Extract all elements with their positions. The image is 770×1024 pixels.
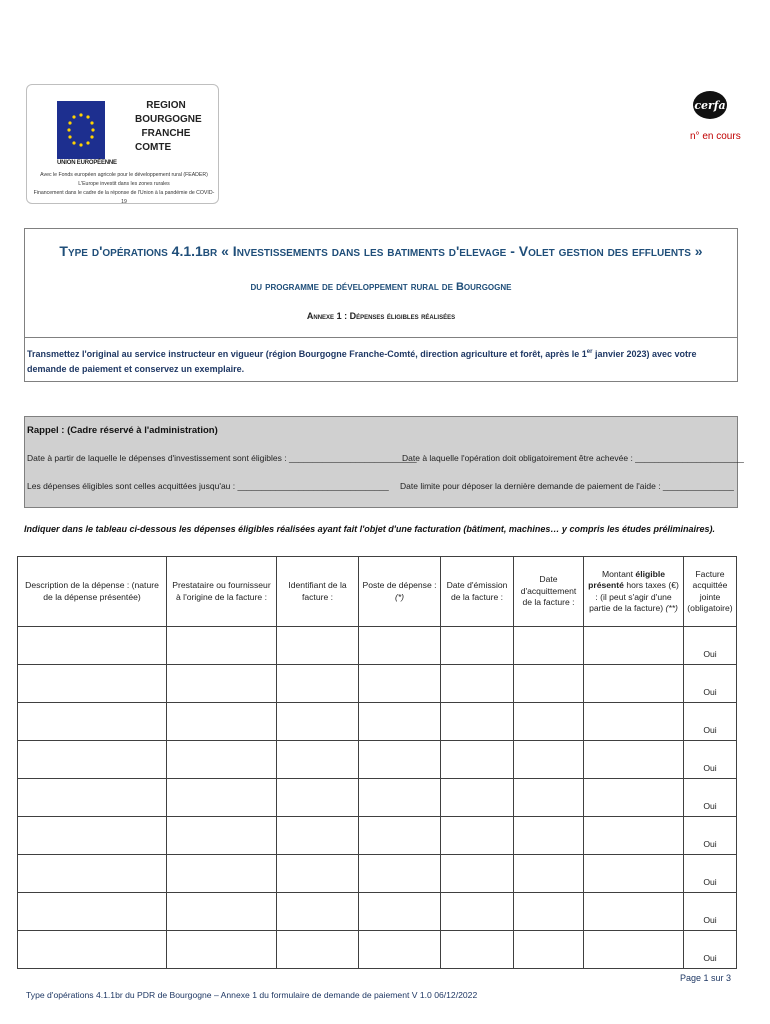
header-payment-date: Date d'acquittement de la facture :	[514, 557, 584, 627]
header-supplier: Prestataire ou fournisseur à l'origine de la facture :	[167, 557, 277, 627]
page-number: Page 1 sur 3	[680, 973, 732, 983]
invoice-attached-cell: Oui	[684, 893, 737, 931]
invoice-attached-cell: Oui	[684, 779, 737, 817]
expenses-table	[17, 556, 737, 969]
eu-flag-icon	[57, 101, 105, 159]
divider	[25, 337, 737, 338]
paid-until-date-field: Les dépenses éligibles sont celles acquittées jusqu'au : ________________________________	[27, 481, 389, 491]
eu-label: UNION EUROPÉENNE	[57, 160, 117, 166]
table-row	[18, 893, 737, 931]
header-invoice-id: Identifiant de la facture :	[277, 557, 359, 627]
header-description: Description de la dépense : (nature de la dépense présentée)	[18, 557, 167, 627]
transmit-instructions: Transmettez l'original au service instructeur en vigueur (région Bourgogne Franche-Comté, direction agriculture et forêt, après le 1er janvier 2023) avec votre demande de paiement et conservez un exemplaire.	[27, 349, 697, 374]
invoice-attached-cell: Oui	[684, 855, 737, 893]
region-logo-text: REGION BOURGOGNE FRANCHE COMTE	[135, 100, 202, 153]
completion-date-field: Date à laquelle l'opération doit obligatoirement être achevée : _______________________	[402, 453, 744, 463]
header-issue-date: Date d'émission de la facture :	[441, 557, 514, 627]
cerfa-text: cerfa	[694, 99, 726, 112]
table-row	[18, 817, 737, 855]
header-invoice-attached: Facture acquittée jointe (obligatoire)	[684, 557, 737, 627]
header-eligible-amount: Montant éligible présenté hors taxes (€) : (il peut s'agir d'une partie de la facture) (**)	[584, 557, 684, 627]
table-header-row	[18, 557, 737, 627]
table-row	[18, 855, 737, 893]
feader-text: Avec le Fonds européen agricole pour le développement rural (FEADER) L'Europe investit dans les zones rurales Financement dans le cadre de la réponse de l'Union à la pandémie de COVID-19	[33, 172, 215, 205]
reminder-title: Rappel : (Cadre réservé à l'administration)	[27, 425, 218, 436]
header-expense-item: Poste de dépense : (*)	[359, 557, 441, 627]
invoice-attached-cell: Oui	[684, 703, 737, 741]
form-subtitle: du programme de développement rural de Bourgogne	[250, 281, 512, 293]
table-instruction: Indiquer dans le tableau ci-dessous les dépenses éligibles réalisées ayant fait l'objet d'une facturation (bâtiment, machines… y compris les études préliminaires).	[24, 524, 715, 534]
cerfa-logo-icon	[692, 90, 728, 120]
invoice-attached-cell: Oui	[684, 931, 737, 969]
table-row	[18, 931, 737, 969]
eligibility-start-date-field: Date à partir de laquelle le dépenses d'investissement sont éligibles : ___________________________	[27, 453, 417, 463]
invoice-attached-cell: Oui	[684, 817, 737, 855]
last-request-deadline-field: Date limite pour déposer la dernière demande de paiement de l'aide : _______________	[400, 481, 734, 491]
form-title: Type d'opérations 4.1.1br « Investissements dans les batiments d'elevage - Volet gestion des effluents »	[59, 243, 703, 259]
table-row	[18, 741, 737, 779]
table-row	[18, 665, 737, 703]
invoice-attached-cell: Oui	[684, 627, 737, 665]
invoice-attached-cell: Oui	[684, 741, 737, 779]
invoice-attached-cell: Oui	[684, 665, 737, 703]
admin-reminder-box	[24, 416, 744, 508]
annex-title: Annexe 1 : Dépenses éligibles réalisées	[306, 311, 456, 321]
table-row	[18, 703, 737, 741]
footer-text: Type d'opérations 4.1.1br du PDR de Bourgogne – Annexe 1 du formulaire de demande de paiement V 1.0 06/12/2022	[26, 990, 478, 1000]
table-row	[18, 779, 737, 817]
title-box	[24, 228, 738, 382]
table-row	[18, 627, 737, 665]
cerfa-number: n° en cours	[690, 131, 741, 142]
funding-logos-box	[26, 84, 219, 204]
